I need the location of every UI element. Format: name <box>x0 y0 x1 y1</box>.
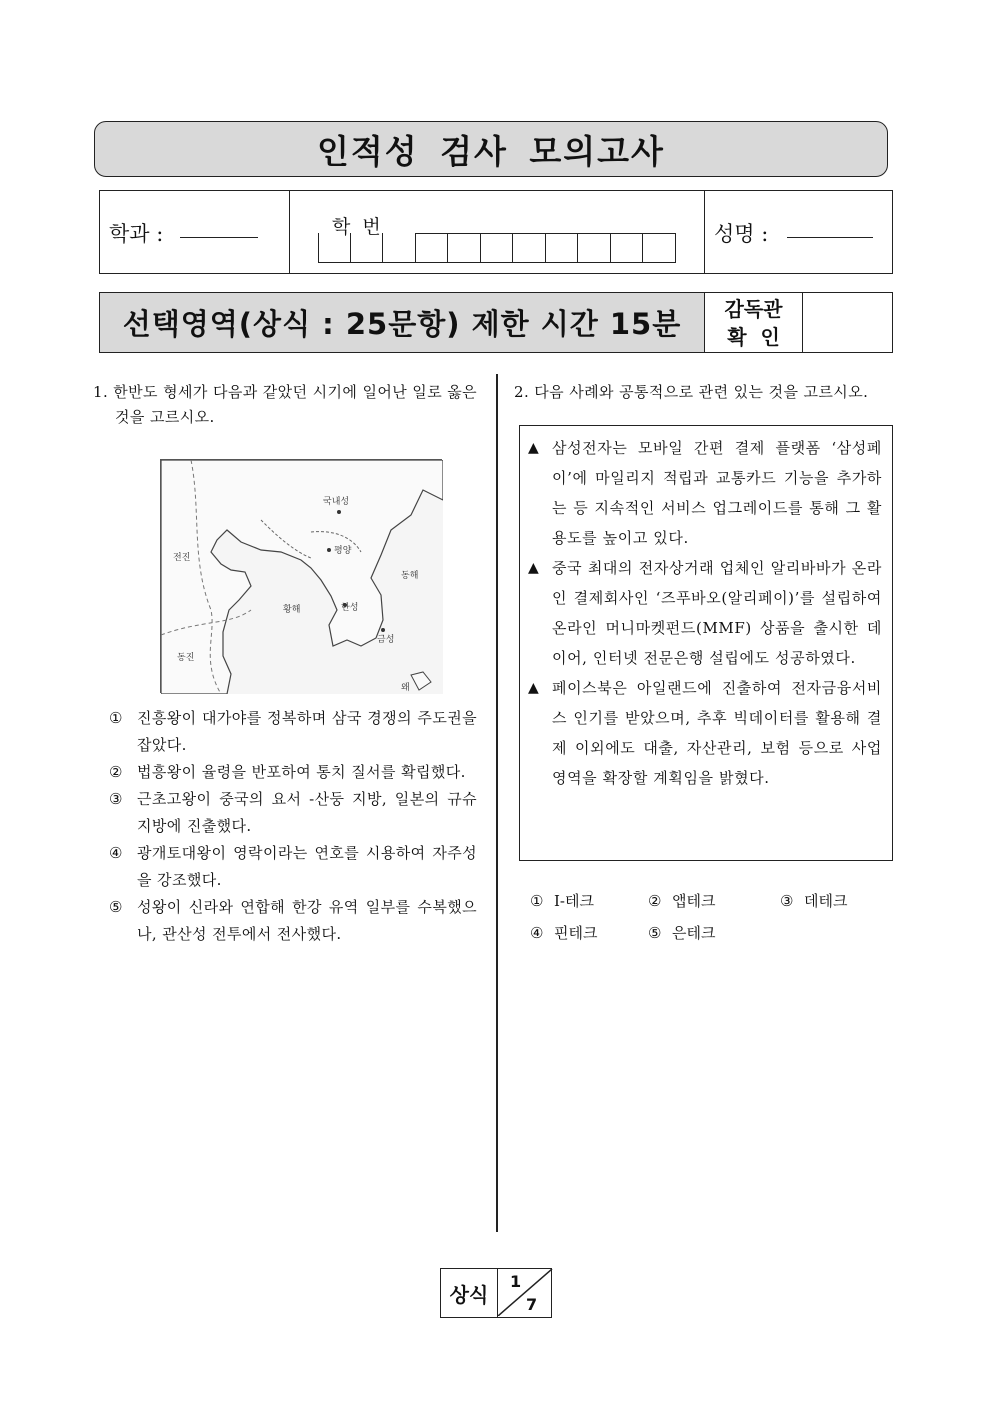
map-label: 국내성 <box>323 497 350 507</box>
section-title: 선택영역(상식 : 25문항) 제한 시간 15분 <box>100 293 705 352</box>
triangle-bullet-icon: ▲ <box>528 680 540 696</box>
choice-text: 진흥왕이 대가야를 정복하며 삼국 경쟁의 주도권을 잡았다. <box>137 709 477 754</box>
korea-map-image <box>160 459 442 693</box>
digit-box[interactable] <box>578 233 611 263</box>
choice-1[interactable] <box>109 705 477 759</box>
digit-box[interactable] <box>643 233 676 263</box>
column-divider <box>496 374 498 1232</box>
question-2-stem: 2. 다음 사례와 공통적으로 관련 있는 것을 고르시오. <box>514 383 869 401</box>
digit-box[interactable] <box>481 233 514 263</box>
page-indicator <box>440 1268 552 1318</box>
choice-text: 핀테크 <box>554 924 598 942</box>
supervisor-line1: 감독관 <box>724 296 783 321</box>
choice-row <box>530 917 890 949</box>
choice-mark: ① <box>109 709 123 727</box>
question-1-stem: 1. 한반도 형세가 다음과 같았던 시기에 일어난 일로 옳은 것을 고르시오. <box>93 383 478 426</box>
choice-mark: ④ <box>109 844 123 862</box>
case-text: 중국 최대의 전자상거래 업체인 알리바바가 온라인 결제회사인 ‘즈푸바오(알리페이)’를 설립하여 온라인 머니마켓펀드(MMF) 상품을 출시한 데 이어, 인터넷 전문은행 설립에도 성공하였다. <box>552 559 882 667</box>
question-2-choices <box>530 885 890 949</box>
case-item <box>528 433 882 553</box>
department-label: 학과 : <box>109 222 164 246</box>
case-box <box>519 425 893 861</box>
choice-4[interactable] <box>109 840 477 894</box>
case-text: 삼성전자는 모바일 간편 결제 플랫폼 ‘삼성페이’에 마일리지 적립과 교통카드 기능을 추가하는 등 지속적인 서비스 업그레이드를 통해 그 활용도를 높이고 있다. <box>552 439 882 547</box>
map-label: 전진 <box>173 553 191 563</box>
map-label: 동진 <box>177 653 195 663</box>
map-label: 황해 <box>283 605 301 615</box>
triangle-bullet-icon: ▲ <box>528 440 540 456</box>
current-page: 1 <box>510 1272 522 1291</box>
choice-text: 광개토대왕이 영락이라는 연호를 시용하여 자주성을 강조했다. <box>137 844 477 889</box>
choice-text: 은테크 <box>672 924 716 942</box>
case-item <box>528 673 882 793</box>
choice-mark: ⑤ <box>109 898 123 916</box>
student-info-table <box>99 190 893 274</box>
name-input-line[interactable] <box>787 237 873 238</box>
choice-row <box>530 885 890 917</box>
digit-box[interactable] <box>611 233 644 263</box>
map-label: 평양 <box>334 546 352 556</box>
choice-3[interactable] <box>780 885 847 917</box>
supervisor-label <box>705 293 803 352</box>
student-number-top-line <box>416 233 676 234</box>
choice-4[interactable] <box>530 917 648 949</box>
case-item <box>528 553 882 673</box>
choice-text: 성왕이 신라와 연합해 한강 유역 일부를 수복했으나, 관산성 전투에서 전사했다. <box>137 898 477 943</box>
total-pages: 7 <box>526 1295 538 1314</box>
choice-1[interactable] <box>530 885 648 917</box>
choice-5[interactable] <box>109 894 477 948</box>
choice-mark: ④ <box>530 924 544 942</box>
map-drawing <box>161 460 443 694</box>
digit-box[interactable] <box>546 233 579 263</box>
map-label: 동해 <box>401 571 419 581</box>
department-input-line[interactable] <box>180 237 258 238</box>
name-cell <box>705 191 892 273</box>
choice-5[interactable] <box>648 917 715 949</box>
choice-mark: ③ <box>109 790 123 808</box>
department-cell <box>100 191 290 273</box>
name-label: 성명 : <box>714 222 769 246</box>
supervisor-line2: 확 인 <box>727 324 780 349</box>
digit-box[interactable] <box>513 233 546 263</box>
choice-text: I-테크 <box>554 892 594 910</box>
exam-title: 인적성 검사 모의고사 <box>94 121 888 177</box>
choice-mark: ⑤ <box>648 924 662 942</box>
section-header-table <box>99 292 893 353</box>
digit-box[interactable] <box>351 233 384 263</box>
digit-box[interactable] <box>318 233 351 263</box>
choice-mark: ③ <box>780 892 794 910</box>
choice-2[interactable] <box>109 759 477 786</box>
choice-text: 앱테크 <box>672 892 716 910</box>
map-label: 왜 <box>401 683 410 693</box>
choice-text: 법흥왕이 율령을 반포하여 통치 질서를 확립했다. <box>137 763 466 781</box>
choice-text: 데테크 <box>804 892 848 910</box>
page-number-box <box>498 1269 551 1317</box>
student-number-boxes[interactable] <box>318 233 676 263</box>
choice-mark: ② <box>109 763 123 781</box>
digit-box[interactable] <box>383 233 416 263</box>
case-text: 페이스북은 아일랜드에 진출하여 전자금융서비스 인기를 받았으며, 추후 빅데이터를 활용해 결제 이외에도 대출, 자산관리, 보험 등으로 사업 영역을 확장할 계획임을 밝혔다. <box>552 679 882 787</box>
digit-box[interactable] <box>448 233 481 263</box>
map-label: 한성 <box>341 603 359 613</box>
student-number-cell <box>290 191 705 273</box>
question-1-choices <box>109 705 477 948</box>
question-1 <box>93 380 483 430</box>
choice-2[interactable] <box>648 885 780 917</box>
digit-box[interactable] <box>416 233 449 263</box>
choice-mark: ① <box>530 892 544 910</box>
student-number-label: 학 번 <box>332 216 381 238</box>
triangle-bullet-icon: ▲ <box>528 560 540 576</box>
supervisor-signature-box[interactable] <box>803 293 892 352</box>
choice-mark: ② <box>648 892 662 910</box>
choice-3[interactable] <box>109 786 477 840</box>
map-label: 금성 <box>377 635 395 645</box>
subject-label: 상식 <box>441 1269 498 1317</box>
choice-text: 근초고왕이 중국의 요서 -산둥 지방, 일본의 규슈 지방에 진출했다. <box>137 790 477 835</box>
